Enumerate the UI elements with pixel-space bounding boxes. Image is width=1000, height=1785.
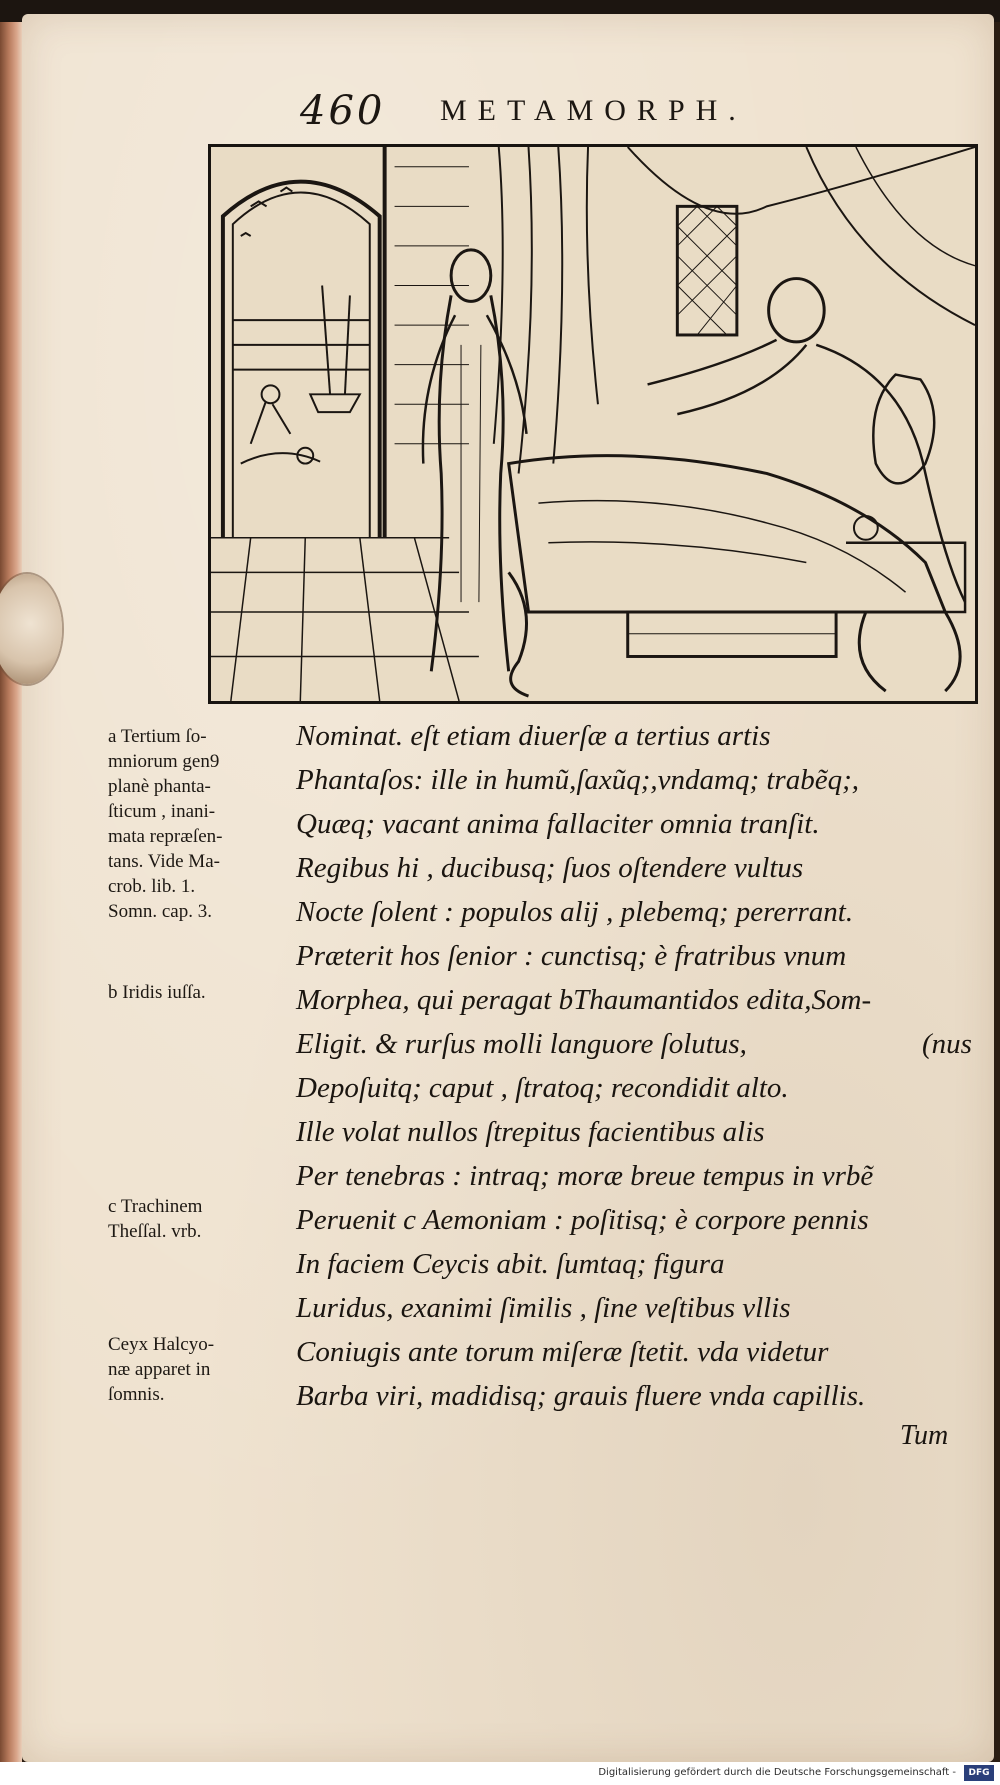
verse-line: Phantaſos: ille in humũ,ſaxũq;,vndamq; trabẽq;,	[296, 764, 859, 796]
dfg-logo: DFG	[964, 1765, 994, 1781]
margin-note-line: ſticum , inani-	[108, 801, 216, 822]
book-fore-edge	[0, 22, 22, 1762]
margin-note-line: tans. Vide Ma-	[108, 851, 220, 872]
verse-line: Peruenit c Aemoniam : poſitisq; è corpore pennis	[296, 1204, 869, 1236]
running-head	[280, 78, 840, 138]
digitization-credit: Digitalisierung gefördert durch die Deutsche Forschungsgemeinschaft -	[598, 1767, 956, 1778]
margin-note-line: Theſſal. vrb.	[108, 1221, 202, 1242]
margin-note-c	[108, 1194, 290, 1244]
verse-line: Quæq; vacant anima fallaciter omnia tranſit.	[296, 808, 820, 840]
clasp-ornament	[0, 574, 62, 684]
margin-note-ceyx	[108, 1332, 290, 1407]
turnover-text: (nus	[922, 1028, 972, 1060]
margin-note-line: ſomnis.	[108, 1384, 165, 1405]
woodcut-illustration	[208, 144, 978, 704]
margin-note-line: næ apparet in	[108, 1359, 211, 1380]
verse-line: Depoſuitq; caput , ſtratoq; recondidit alto.	[296, 1072, 789, 1104]
margin-note-line: planè phanta-	[108, 776, 211, 797]
page-number: 460	[300, 88, 386, 134]
verse-line: In faciem Ceycis abit. ſumtaq; figura	[296, 1248, 725, 1280]
margin-note-line: Ceyx Halcyo-	[108, 1334, 215, 1355]
verse-line: Præterit hos ſenior : cunctisq; è fratribus vnum	[296, 940, 847, 972]
verse-line: Morphea, qui peragat bThaumantidos edita,Som-	[296, 984, 872, 1016]
running-title: METAMORPH.	[440, 94, 747, 127]
verse-line: Nocte ſolent : populos alij , plebemq; pererrant.	[296, 896, 854, 928]
margin-note-line: mata repræſen-	[108, 826, 223, 847]
margin-note-b	[108, 980, 290, 1005]
verse-line: Per tenebras : intraq; moræ breue tempus in vrbẽ	[296, 1160, 874, 1192]
verse-line: Eligit. & rurſus molli languore ſolutus,	[296, 1028, 747, 1060]
margin-note-line: b Iridis iuſſa.	[108, 982, 206, 1003]
verse-line: Barba viri, madidisq; grauis fluere vnda capillis.	[296, 1380, 866, 1412]
margin-note-line: Somn. cap. 3.	[108, 901, 212, 922]
margin-note-line: crob. lib. 1.	[108, 876, 196, 897]
margin-notes	[108, 716, 290, 1436]
catchword: Tum	[900, 1420, 949, 1451]
verse-line: Ille volat nullos ſtrepitus facientibus alis	[296, 1116, 765, 1148]
book-page	[22, 14, 994, 1762]
woodcut-drawing	[211, 147, 975, 701]
margin-note-line: mniorum gen9	[108, 751, 220, 772]
verse-line: Luridus, exanimi ſimilis , ſine veſtibus vllis	[296, 1292, 791, 1324]
verse-line: Nominat. eſt etiam diuerſæ a tertius artis	[296, 720, 771, 752]
verse-text	[296, 716, 996, 1476]
margin-note-line: a Tertium ſo-	[108, 726, 207, 747]
margin-note-line: c Trachinem	[108, 1196, 203, 1217]
verse-line: Coniugis ante torum miſeræ ſtetit. vda videtur	[296, 1336, 829, 1368]
margin-note-a	[108, 724, 290, 924]
verse-line: Regibus hi , ducibusq; ſuos oſtendere vultus	[296, 852, 804, 884]
